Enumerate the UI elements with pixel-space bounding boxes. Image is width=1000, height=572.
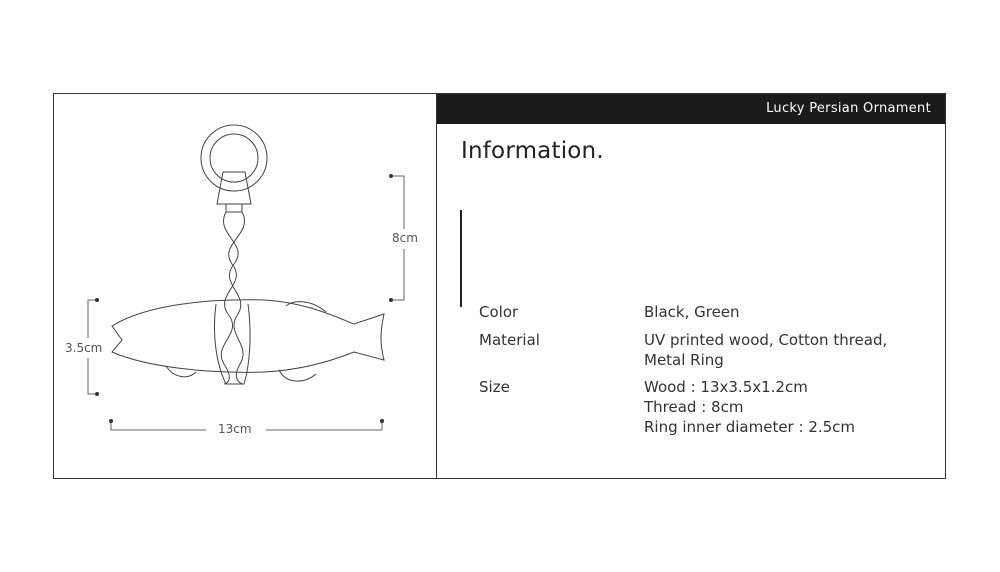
twisted-thread: [224, 212, 244, 384]
spec-value-material-1: UV printed wood, Cotton thread,: [644, 331, 888, 349]
header-bar: [437, 94, 945, 124]
height-label: 3.5cm: [65, 341, 103, 355]
metal-ring-inner: [210, 134, 258, 182]
info-divider: [460, 210, 462, 307]
product-title: Lucky Persian Ornament: [766, 101, 931, 116]
metal-ring: [201, 125, 267, 191]
spec-value-size-1: Wood : 13x3.5x1.2cm: [644, 378, 808, 396]
spec-value-size-2: Thread : 8cm: [644, 398, 744, 416]
length-label: 13cm: [218, 422, 252, 436]
spec-label-color: Color: [479, 303, 519, 321]
fish-body: [112, 300, 384, 373]
fish-ornament-drawing: [54, 94, 437, 478]
fish-fin-bottom: [166, 366, 196, 377]
spec-value-material-2: Metal Ring: [644, 351, 724, 369]
spec-value-color: Black, Green: [644, 303, 740, 321]
information-heading: Information.: [461, 138, 604, 164]
spec-label-size: Size: [479, 378, 510, 396]
product-drawing-panel: [54, 94, 437, 478]
spec-value-size-3: Ring inner diameter : 2.5cm: [644, 418, 856, 436]
thread-cap: [217, 172, 251, 204]
spec-label-material: Material: [479, 331, 540, 349]
thread-length-label: 8cm: [392, 231, 418, 245]
